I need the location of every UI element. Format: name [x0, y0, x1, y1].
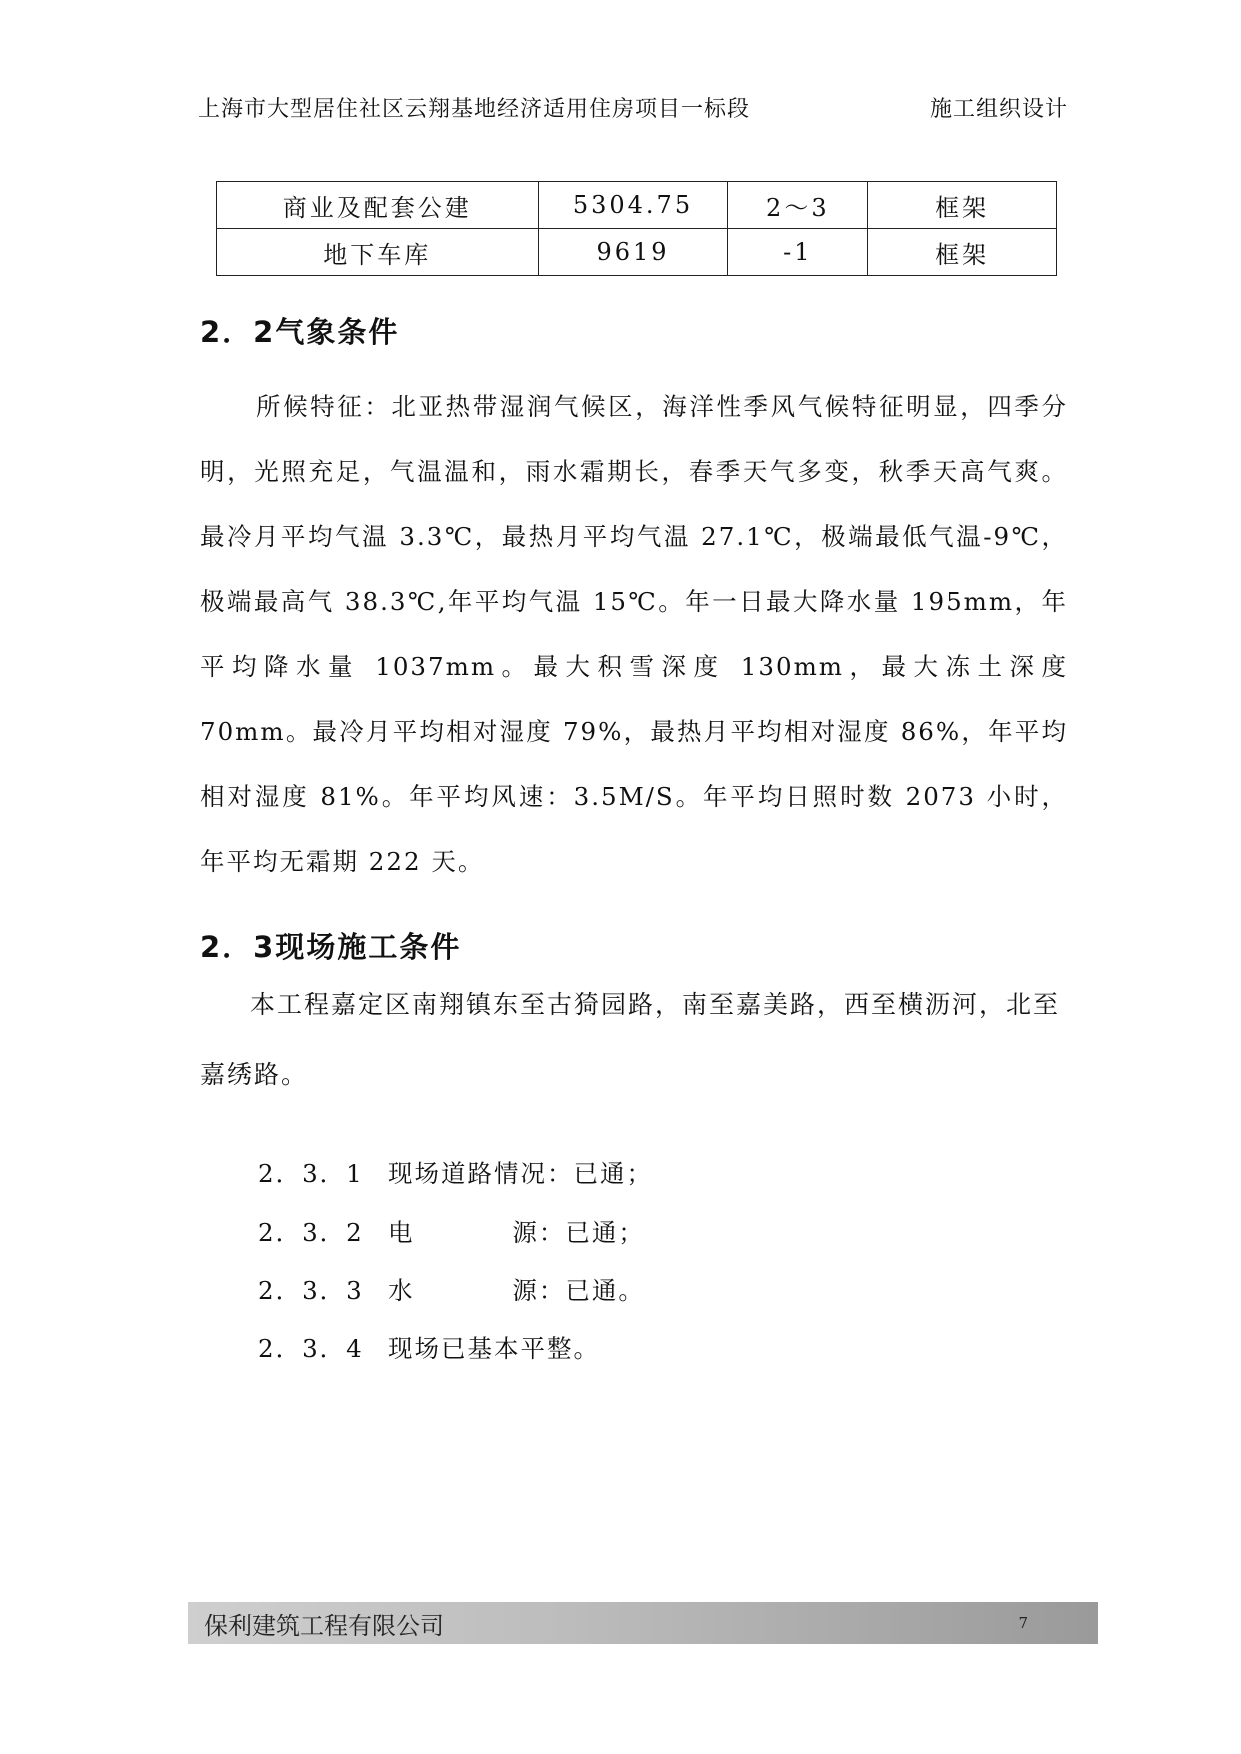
header-doc-type: 施工组织设计: [929, 97, 1068, 122]
list-item-number: 2．3．4: [258, 1334, 364, 1363]
list-item-text: 现场道路情况：已通；: [388, 1159, 653, 1188]
list-item: [258, 1330, 600, 1365]
building-spec-table: [216, 181, 1057, 276]
list-item-text: 现场已基本平整。: [388, 1334, 600, 1363]
list-item: [258, 1155, 653, 1190]
table-cell: 2～3: [728, 182, 868, 229]
table-row: [217, 229, 1057, 276]
climate-paragraph: 所候特征：北亚热带湿润气候区，海洋性季风气候特征明显，四季分明，光照充足，气温温和，雨水霜期长，春季天气多变，秋季天高气爽。最冷月平均气温 3.3℃，最热月平均气温 27.1℃，极端最低气温-9℃，极端最高气 38.3℃,年平均气温 15℃。年一日最大降水量 195mm，年平均降水量 1037mm。最大积雪深度 130mm，最大冻土深度 70mm。最冷月平均相对湿度 79%，最热月平均相对湿度 86%，年平均相对湿度 81%。年平均风速：3.5M/S。年平均日照时数 2073 小时，年平均无霜期 222 天。: [200, 392, 1068, 876]
table-cell: -1: [728, 229, 868, 276]
list-item: [258, 1272, 645, 1307]
table-cell: 5304.75: [538, 182, 728, 229]
footer-company-name: 保利建筑工程有限公司: [204, 1611, 444, 1640]
header-project-title: 上海市大型居住社区云翔基地经济适用住房项目一标段: [198, 97, 751, 122]
table-cell: 商业及配套公建: [217, 182, 539, 229]
page-footer: [188, 1602, 1098, 1644]
list-item-number: 2．3．2: [258, 1218, 364, 1247]
list-item-text: 电 源：已通；: [388, 1218, 645, 1247]
list-item-text: 水 源：已通。: [388, 1276, 645, 1305]
list-item-number: 2．3．3: [258, 1276, 364, 1305]
list-item-number: 2．3．1: [258, 1159, 364, 1188]
site-location-paragraph: 本工程嘉定区南翔镇东至古猗园路，南至嘉美路，西至横沥河，北至嘉绣路。: [200, 990, 1061, 1089]
table-cell: 地下车库: [217, 229, 539, 276]
table-cell: 9619: [538, 229, 728, 276]
page-header: [198, 92, 1068, 123]
table-cell: 框架: [868, 229, 1057, 276]
section-heading-climate: 2．2气象条件: [200, 315, 400, 349]
table-cell: 框架: [868, 182, 1057, 229]
page-number: 7: [1018, 1614, 1028, 1632]
table-row: [217, 182, 1057, 229]
section-heading-site-conditions: 2．3现场施工条件: [200, 930, 462, 964]
list-item: [258, 1214, 645, 1249]
